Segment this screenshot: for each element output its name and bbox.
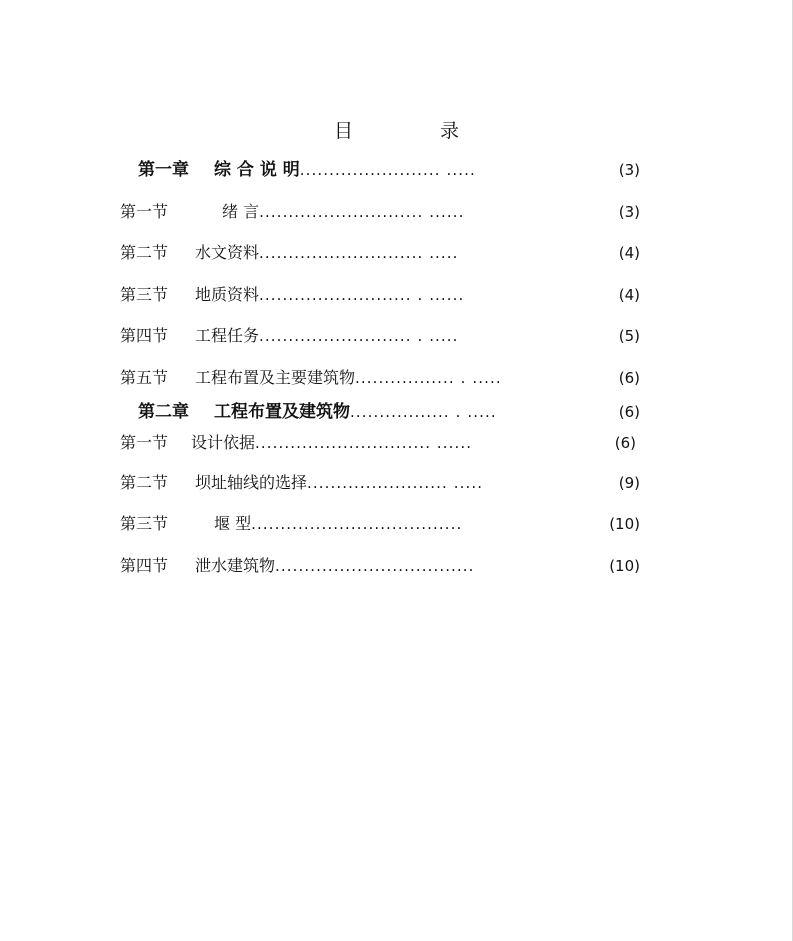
entry-title: 绪 言 — [222, 202, 260, 221]
entry-leader: .......................... . ...... — [259, 286, 465, 304]
entry-leader: .................................... — [251, 515, 463, 533]
entry-leader: ............................ ..... — [259, 244, 459, 262]
entry-page: (3) — [618, 203, 640, 221]
toc-entry-chapter-2 — [138, 401, 640, 423]
entry-number: 第二节 — [120, 473, 169, 492]
entry-page: (4) — [618, 286, 640, 304]
entry-number: 第三节 — [120, 514, 169, 533]
toc-entry-section — [120, 325, 640, 347]
entry-page: (10) — [609, 557, 640, 575]
entry-number: 第二节 — [120, 243, 169, 262]
entry-title: 设计依据 — [191, 433, 256, 452]
entry-page: (4) — [618, 244, 640, 262]
entry-number: 第二章 — [138, 402, 189, 422]
entry-title: 水文资料 — [195, 243, 260, 262]
entry-leader: ........................ ..... — [299, 161, 476, 179]
entry-page: (10) — [609, 515, 640, 533]
entry-page: (6) — [614, 434, 636, 452]
entry-leader: ................. . ..... — [355, 369, 502, 387]
entry-title: 综 合 说 明 — [214, 160, 300, 180]
entry-title: 工程布置及建筑物 — [214, 402, 350, 422]
entry-title: 坝址轴线的选择 — [195, 473, 308, 492]
toc-entry-section — [120, 367, 640, 389]
entry-number: 第四节 — [120, 556, 169, 575]
entry-leader: ........................ ..... — [307, 474, 484, 492]
entry-title: 工程布置及主要建筑物 — [195, 368, 356, 387]
toc-entry-section — [120, 201, 640, 223]
entry-title: 堰 型 — [214, 514, 252, 533]
toc-entry-section — [120, 513, 640, 535]
entry-page: (6) — [618, 369, 640, 387]
entry-page: (9) — [618, 474, 640, 492]
entry-page: (3) — [618, 161, 640, 179]
entry-page: (6) — [618, 403, 640, 421]
entry-number: 第五节 — [120, 368, 169, 387]
entry-leader: ................. . ..... — [350, 403, 497, 421]
entry-number: 第一节 — [120, 202, 169, 221]
entry-title: 地质资料 — [195, 285, 260, 304]
toc-entry-section — [120, 284, 640, 306]
entry-number: 第四节 — [120, 326, 169, 345]
entry-number: 第一节 — [120, 433, 169, 452]
entry-leader: .......................... . ..... — [259, 327, 459, 345]
entry-leader: .............................. ...... — [255, 434, 473, 452]
entry-title: 泄水建筑物 — [195, 556, 276, 575]
entry-title: 工程任务 — [195, 326, 260, 345]
toc-entry-section — [120, 242, 640, 264]
entry-leader: .................................. — [275, 557, 475, 575]
toc-entry-section — [120, 432, 636, 454]
entry-number: 第一章 — [138, 160, 189, 180]
entry-leader: ............................ ...... — [259, 203, 465, 221]
toc-title: 目 录 — [333, 120, 493, 142]
entry-number: 第三节 — [120, 285, 169, 304]
entry-page: (5) — [618, 327, 640, 345]
toc-entry-chapter-1 — [138, 159, 640, 181]
toc-entry-section — [120, 472, 640, 494]
toc-entry-section — [120, 555, 640, 577]
